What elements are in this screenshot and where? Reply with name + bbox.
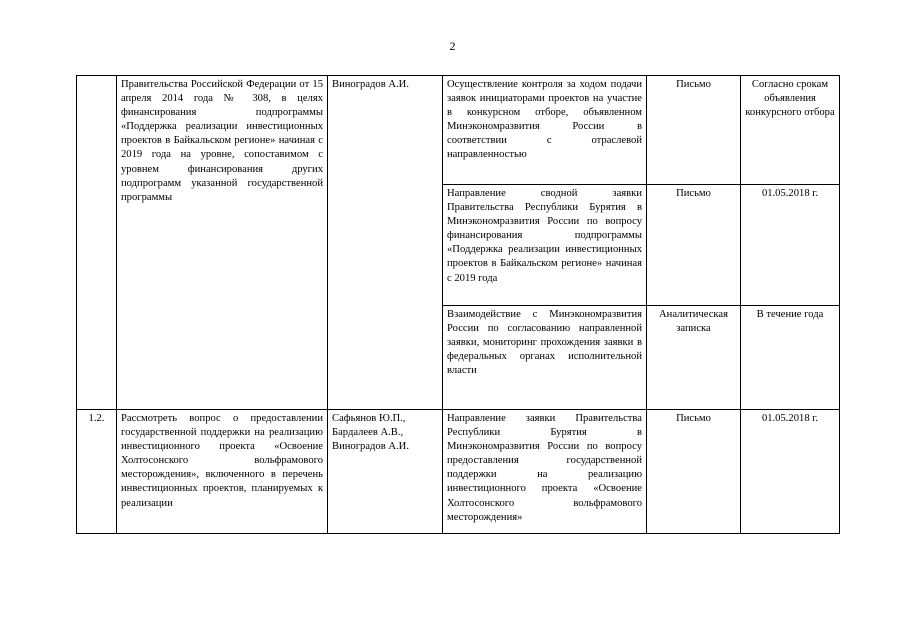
task-cell: [117, 410, 328, 534]
table-row: [77, 76, 840, 185]
action-cell: Направление сводной заявки Правительства Республики Бурятия в Минэкономразвития России по вопросу финансирования подпрограммы «Поддержка реализации инвестиционных проектов в Байкальском регионе» начиная с 2019 года: [443, 185, 647, 306]
task-cell: Правительства Российской Федерации от 15 апреля 2014 года № 308, в целях финансирования подпрограммы «Поддержка реализации инвестиционных проектов в Байкальском регионе» начиная с 2019 года на уровне, сопоставимом с уровнем финансирования других подпрограмм указанной государственной программы: [117, 76, 328, 410]
form-cell: Письмо: [647, 410, 741, 534]
deadline-cell: Согласно срокам объявления конкурсного отбора: [741, 76, 840, 185]
form-cell: Письмо: [647, 76, 741, 185]
page-number: 2: [449, 39, 456, 53]
task-text: Рассмотреть вопрос о предоставлении государственной поддержки на реализацию инвестиционного проекта «Освоение Холтосонского вольфрамового месторождения», включенного в перечень инвестиционных проектов, планируемых к реализации: [121, 413, 323, 509]
form-cell: Аналитическая записка: [647, 306, 741, 410]
action-cell: Взаимодействие с Минэкономразвития России по согласованию направленной заявки, мониторинг прохождения заявки в федеральных органах исполнительной власти: [443, 306, 647, 410]
table-row: [77, 410, 840, 534]
action-cell: Осуществление контроля за ходом подачи заявок инициаторами проектов на участие в конкурсном отборе, объявленном Минэкономразвития России в соответствии с отраслевой направленностью: [443, 76, 647, 185]
deadline-cell: В течение года: [741, 306, 840, 410]
deadline-cell: 01.05.2018 г.: [741, 185, 840, 306]
form-cell: Письмо: [647, 185, 741, 306]
plan-table: [76, 75, 840, 534]
row-number-cell: 1.2.: [77, 410, 117, 534]
responsible-cell: Виноградов А.И.: [328, 76, 443, 410]
responsible-cell: Сафьянов Ю.П., Бардалеев А.В., Виноградов А.И.: [328, 410, 443, 534]
deadline-cell: 01.05.2018 г.: [741, 410, 840, 534]
row-number-cell: [77, 76, 117, 410]
action-cell: Направление заявки Правительства Республики Бурятия в Минэкономразвития России по вопросу предоставления государственной поддержки на реализацию инвестиционного проекта «Освоение Холтосонского вольфрамового месторождения»: [443, 410, 647, 534]
